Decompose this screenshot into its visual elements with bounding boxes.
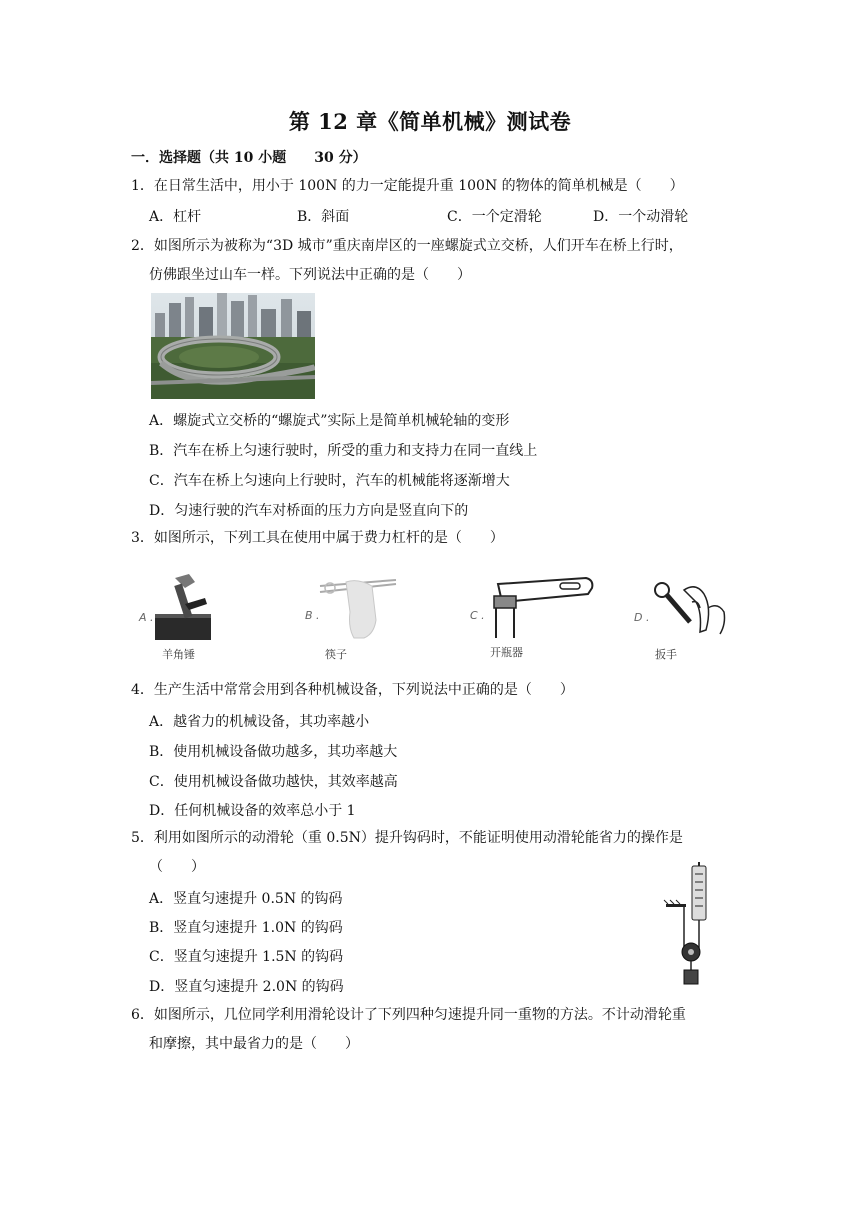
wrench-image [650,572,730,644]
question-5-option-a[interactable]: A．竖直匀速提升 0.5N 的钩码 [149,891,343,907]
question-6-stem-line-2: 和摩擦，其中最省力的是（ ） [149,1036,359,1052]
claw-hammer-image [155,570,211,642]
chopsticks-image [318,572,398,642]
question-4-option-c[interactable]: C．使用机械设备做功越快，其效率越高 [149,774,398,790]
tool-a-letter: A . [139,611,154,624]
tool-b-letter: B . [305,609,320,622]
tool-a-caption: 羊角锤 [162,648,195,661]
question-5-option-c[interactable]: C．竖直匀速提升 1.5N 的钩码 [149,949,344,965]
question-2-stem-line-2: 仿佛跟坐过山车一样。下列说法中正确的是（ ） [149,267,471,283]
question-4-option-a[interactable]: A．越省力的机械设备，其功率越小 [149,714,370,730]
question-6-stem-line-1: 6．如图所示，几位同学利用滑轮设计了下列四种匀速提升同一重物的方法。不计动滑轮重 [131,1007,686,1023]
tool-d-letter: D . [634,611,650,624]
question-2-option-c[interactable]: C．汽车在桥上匀速向上行驶时，汽车的机械能将逐渐增大 [149,473,510,489]
question-3-stem: 3．如图所示，下列工具在使用中属于费力杠杆的是（ ） [131,530,504,546]
tool-d-caption: 扳手 [655,648,677,661]
movable-pulley-diagram [662,862,724,988]
question-5-option-b[interactable]: B．竖直匀速提升 1.0N 的钩码 [149,920,343,936]
page-title: 第 12 章《简单机械》测试卷 [288,109,572,134]
question-5-option-d[interactable]: D．竖直匀速提升 2.0N 的钩码 [149,979,344,995]
question-5-stem-line-2: （ ） [149,859,205,875]
question-1-stem: 1．在日常生活中，用小于 100N 的力一定能提升重 100N 的物体的简单机械是（ ） [131,178,684,194]
bottle-opener-image [486,574,596,640]
question-1-option-b[interactable]: B．斜面 [297,209,350,225]
tool-c-caption: 开瓶器 [490,646,523,659]
question-2-stem-line-1: 2．如图所示为被称为“3D 城市”重庆南岸区的一座螺旋式立交桥，人们开车在桥上行时， [131,238,683,254]
section-heading: 一．选择题（共 10 小题 30 分） [131,150,367,166]
question-2-option-a[interactable]: A．螺旋式立交桥的“螺旋式”实际上是简单机械轮轴的变形 [149,413,510,429]
tool-c-letter: C . [470,609,485,622]
question-4-option-b[interactable]: B．使用机械设备做功越多，其功率越大 [149,744,398,760]
question-4-stem: 4．生产生活中常常会用到各种机械设备，下列说法中正确的是（ ） [131,682,574,698]
question-2-option-d[interactable]: D．匀速行驶的汽车对桥面的压力方向是竖直向下的 [149,503,469,519]
question-4-option-d[interactable]: D．任何机械设备的效率总小于 1 [149,803,356,819]
question-2-option-b[interactable]: B．汽车在桥上匀速行驶时，所受的重力和支持力在同一直线上 [149,443,538,459]
question-5-stem-line-1: 5．利用如图所示的动滑轮（重 0.5N）提升钩码时，不能证明使用动滑轮能省力的操作是 [131,830,683,846]
question-1-option-d[interactable]: D．一个动滑轮 [593,209,689,225]
tool-b-caption: 筷子 [325,648,347,661]
question-1-option-a[interactable]: A．杠杆 [149,209,202,225]
question-1-option-c[interactable]: C．一个定滑轮 [447,209,542,225]
spiral-interchange-photo [151,293,315,399]
